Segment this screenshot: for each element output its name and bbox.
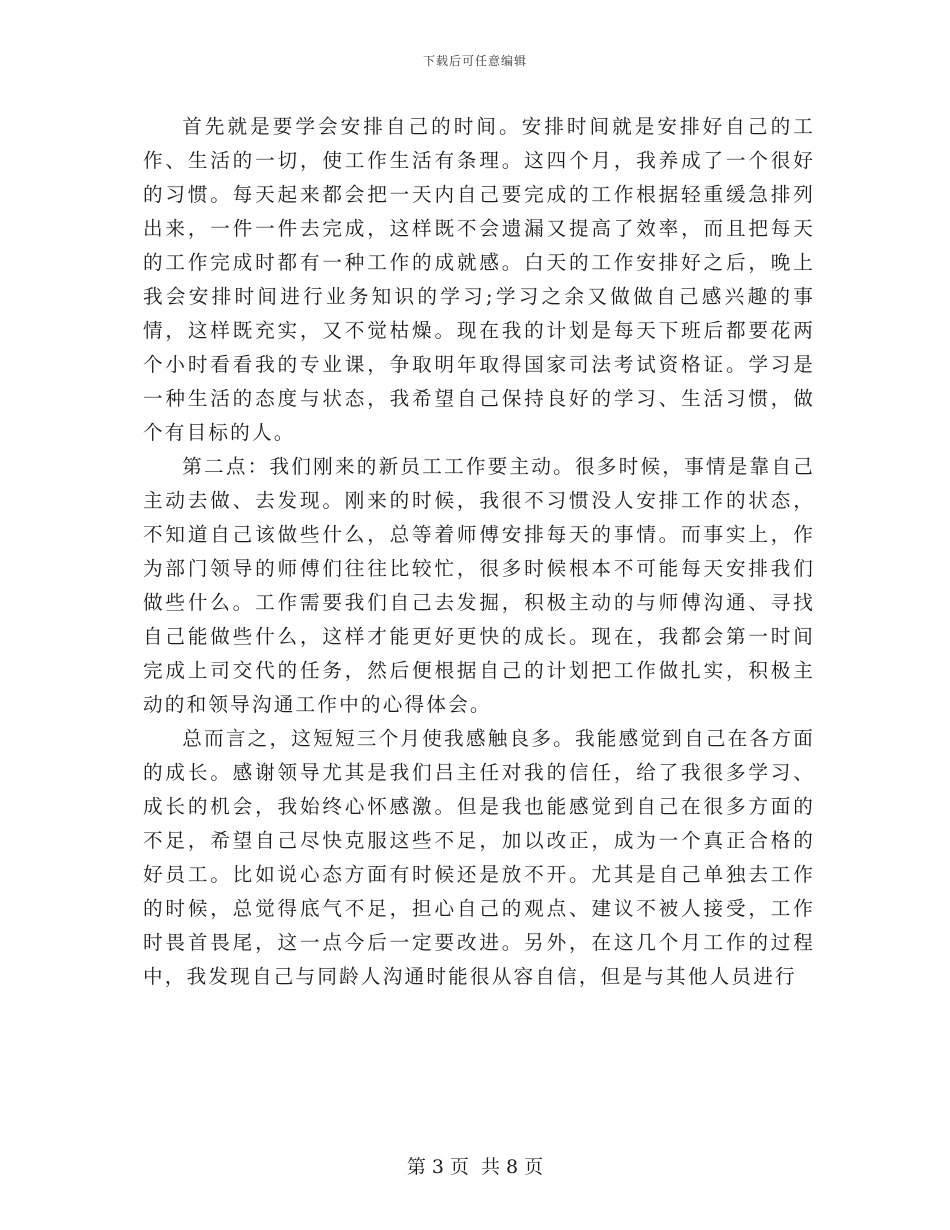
total-pages: 8 <box>506 1156 519 1178</box>
document-body <box>143 110 815 994</box>
page-footer <box>0 1152 950 1179</box>
page-mid: 页 共 <box>449 1156 501 1178</box>
page-suffix: 页 <box>524 1156 544 1178</box>
header-note: 下载后可任意编辑 <box>422 54 527 68</box>
paragraph-summary: 总而言之，这短短三个月使我感触良多。我能感觉到自己在各方面的成长。感谢领导尤其是我们吕主任对我的信任，给了我很多学习、成长的机会，我始终心怀感激。但是我也能感觉到自己在很多方面的不足，希望自己尽快克服这些不足，加以改正，成为一个真正合格的好员工。比如说心态方面有时候还是放不开。尤其是自己单独去工作的时候，总觉得底气不足，担心自己的观点、建议不被人接受，工作时畏首畏尾，这一点今后一定要改进。另外，在这几个月工作的过程中，我发现自己与同龄人沟通时能很从容自信，但是与其他人员进行 <box>143 727 815 988</box>
paragraph-time-management: 首先就是要学会安排自己的时间。安排时间就是安排好自己的工作、生活的一切，使工作生活有条理。这四个月，我养成了一个很好的习惯。每天起来都会把一天内自己要完成的工作根据轻重缓急排列出来，一件一件去完成，这样既不会遗漏又提高了效率，而且把每天的工作完成时都有一种工作的成就感。白天的工作安排好之后，晚上我会安排时间进行业务知识的学习;学习之余又做做自己感兴趣的事情，这样既充实，又不觉枯燥。现在我的计划是每天下班后都要花两个小时看看我的专业课，争取明年取得国家司法考试资格证。学习是一种生活的态度与状态，我希望自己保持良好的学习、生活习惯，做个有目标的人。 <box>143 115 815 444</box>
page-number: 3 <box>431 1156 444 1178</box>
page-prefix: 第 <box>406 1156 426 1178</box>
paragraph-take-initiative: 第二点：我们刚来的新员工工作要主动。很多时候，事情是靠自己主动去做、去发现。刚来的时候，我很不习惯没人安排工作的状态，不知道自己该做些什么，总等着师傅安排每天的事情。而事实上，作为部门领导的师傅们往往比较忙，很多时候根本不可能每天安排我们做些什么。工作需要我们自己去发掘，积极主动的与师傅沟通、寻找自己能做些什么，这样才能更好更快的成长。现在，我都会第一时间完成上司交代的任务，然后便根据自己的计划把工作做扎实，积极主动的和领导沟通工作中的心得体会。 <box>143 455 815 716</box>
